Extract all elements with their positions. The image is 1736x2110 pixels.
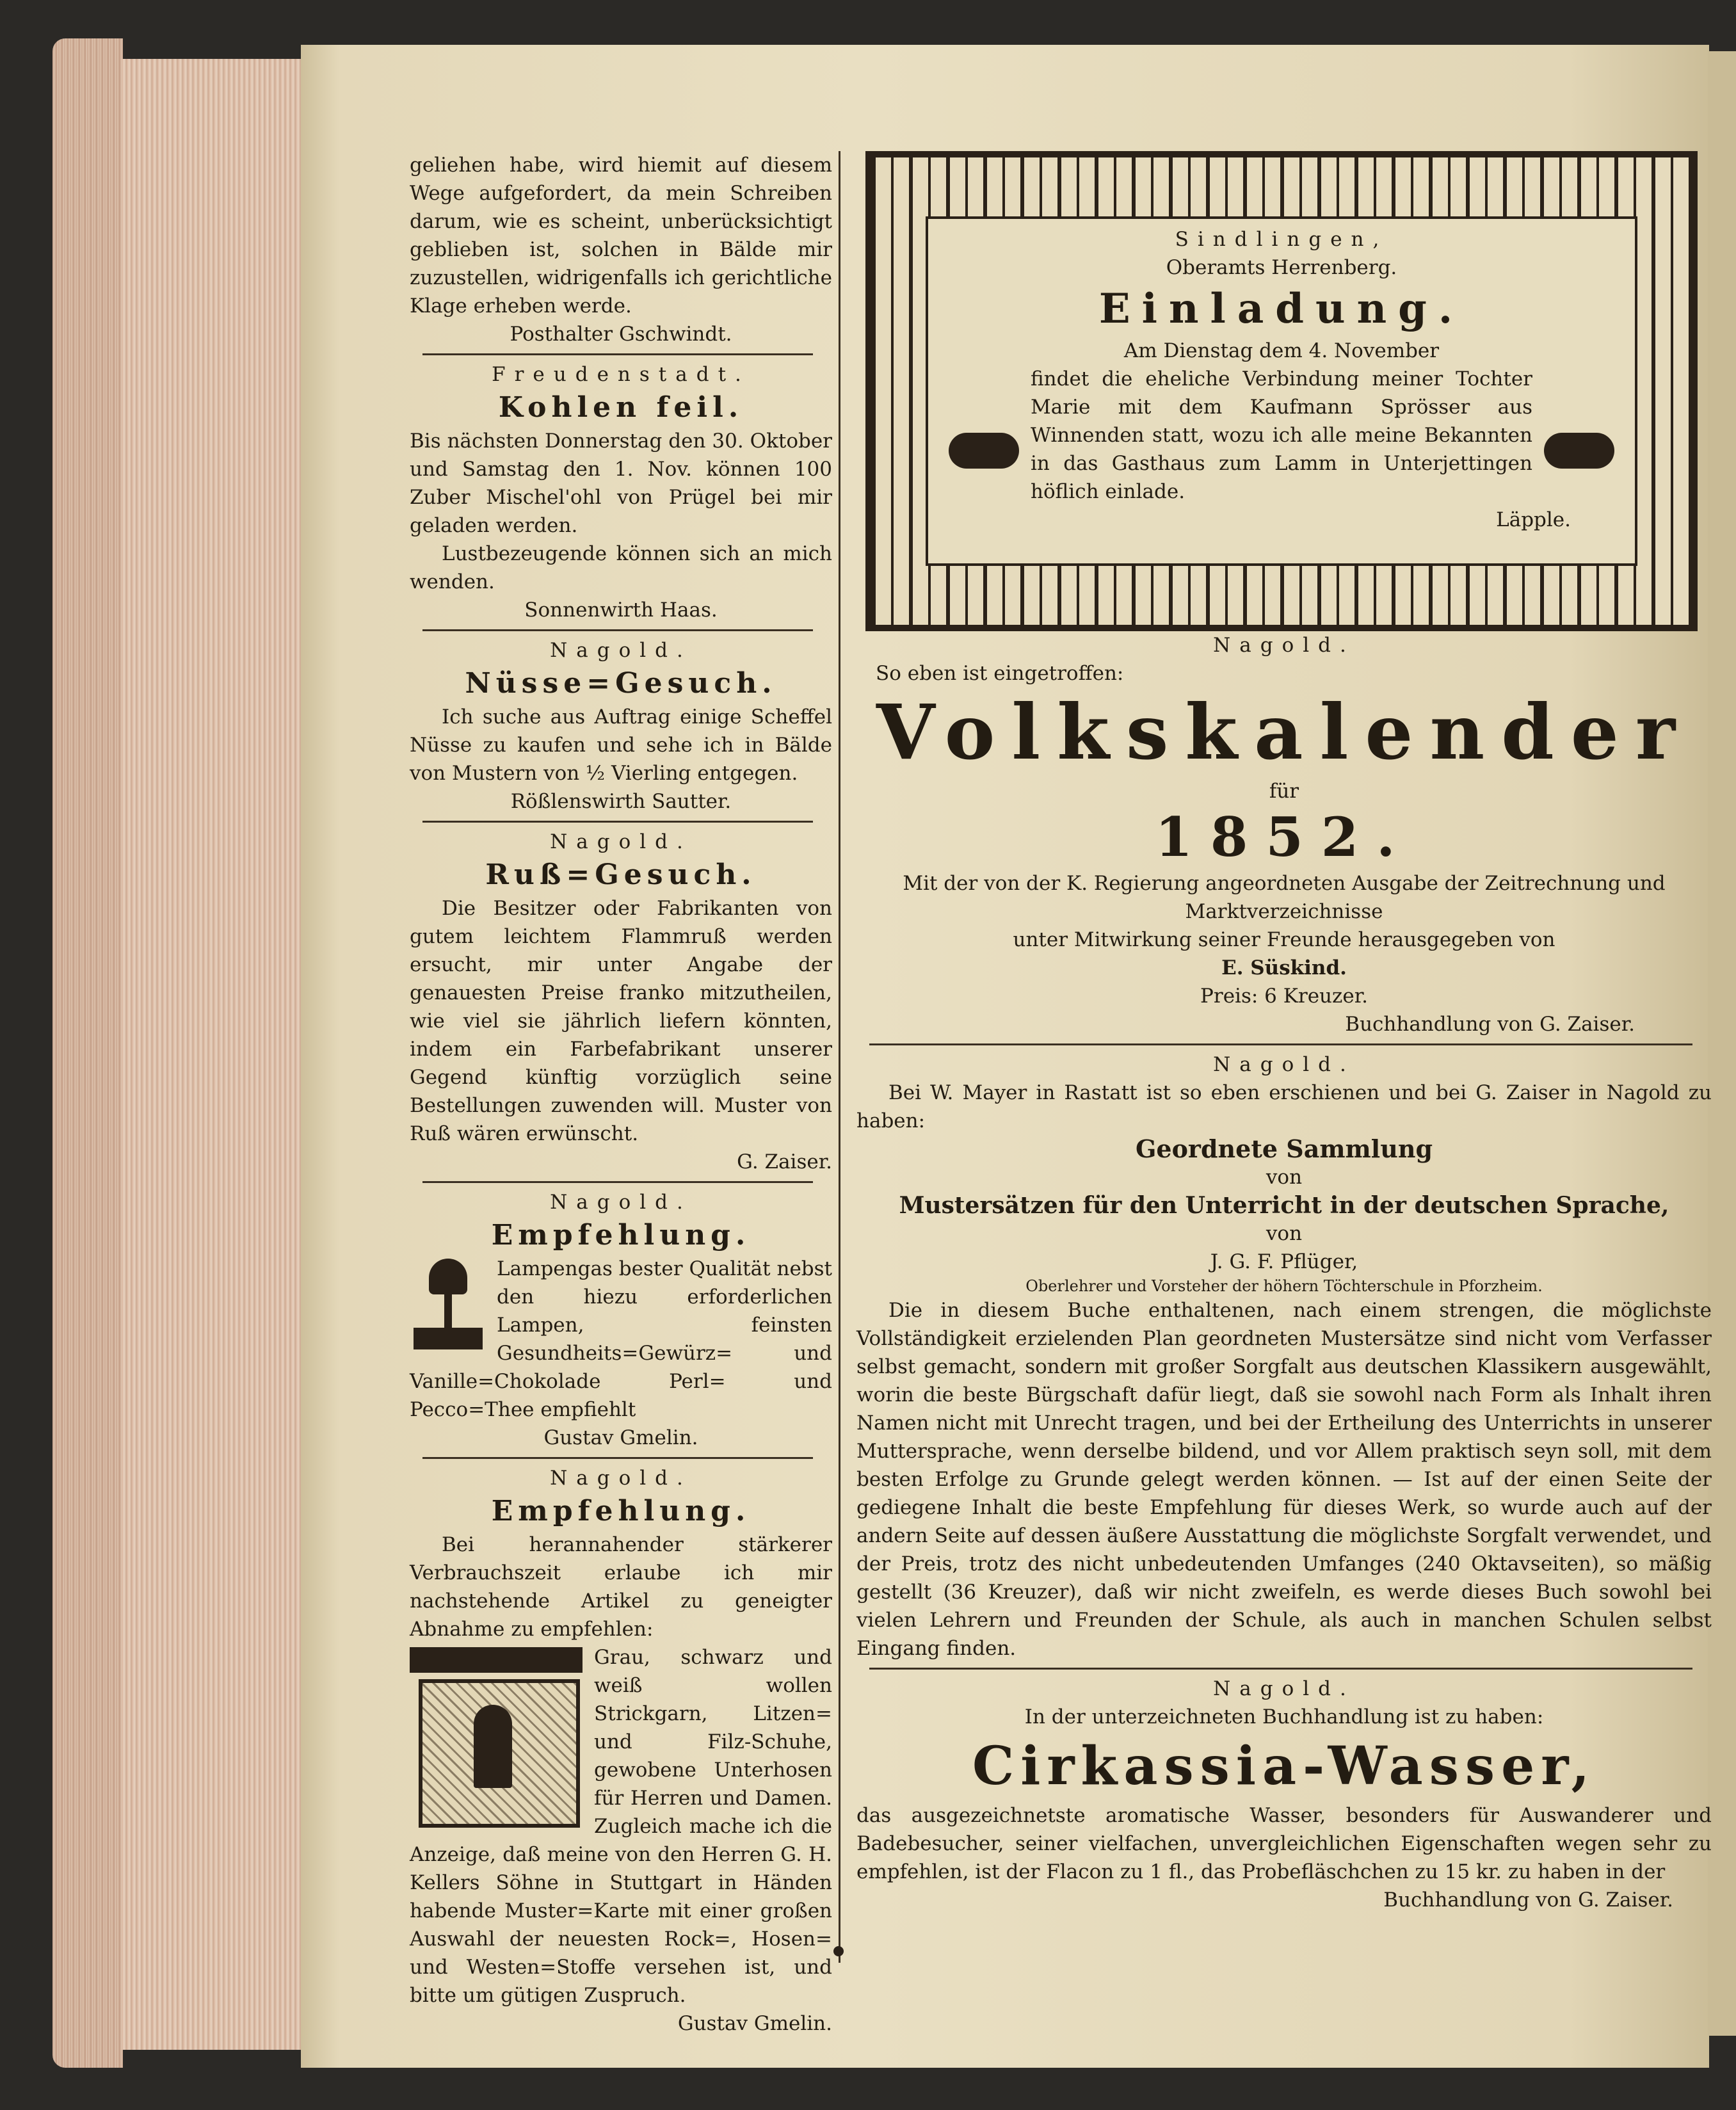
- book-page-edges: [52, 38, 123, 2068]
- einladung-place: Sindlingen,: [1175, 228, 1388, 251]
- ad-intro-notice: [410, 151, 832, 348]
- ad-place: Nagold.: [1213, 634, 1355, 657]
- einladung-ornamental-frame: [865, 151, 1698, 631]
- ad-intro: In der unterzeichneten Buchhandlung ist zu haben:: [1024, 1705, 1544, 1728]
- ad-title: Cirkassia-Wasser,: [972, 1736, 1596, 1797]
- ad-headline: Ruß=Gesuch.: [485, 858, 757, 891]
- ad-text: Die in diesem Buche enthaltenen, nach einem strengen, die möglichste Vollständigkeit erzielenden Plan geordneten Mustersätze sind nicht vom Verfasser selbst gemacht, sondern mit großer Sorgfalt aus deutschen Klassikern ausgewählt, worin die beste Bürgschaft dafür liegt, daß sie sowohl nach Form als Inhalt ihren Namen nicht mit Unrecht tragen, und bei der Ertheilung des Unterrichts in unserer Muttersprache, wenn derselbe bildend, und vor Allem praktisch seyn soll, mit dem besten Erfolge zu Grunde gelegt werden können. — Ist auf der einen Seite der gediegene Inhalt die beste Empfehlung für dieses Werk, so wurde auch auf der andern Seite auf dessen äußere Ausstattung die möglichste Sorgfalt verwendet, und der Preis, trotz des nicht unbedeutenden Umfanges (240 Oktavseiten), so mäßig gestellt (36 Kreuzer), daß wir nicht zweifeln, es werde dieses Buch sowohl bei vielen Lehrern und Freunden der Schule, als auch in manchen Schulen selbst Eingang finden.: [856, 1299, 1712, 1660]
- ad-headline: Empfehlung.: [491, 1219, 751, 1252]
- ad-signature: Buchhandlung von G. Zaiser.: [1383, 1889, 1673, 1912]
- ad-place: Nagold.: [1213, 1053, 1355, 1076]
- ad-place: Nagold.: [550, 830, 692, 853]
- ad-intro: Bei W. Mayer in Rastatt ist so eben erschienen und bei G. Zaiser in Nagold zu haben:: [856, 1081, 1712, 1132]
- ad-title: Volkskalender: [876, 688, 1692, 777]
- ad-volkskalender: [856, 631, 1712, 1038]
- ad-year: 1852.: [1155, 805, 1413, 869]
- ad-place: Nagold.: [1213, 1677, 1355, 1700]
- ad-description: Mit der von der K. Regierung angeordneten Ausgabe der Zeitrechnung und Marktverzeichnisse: [903, 872, 1666, 923]
- notice-text: geliehen habe, wird hiemit auf diesem Wege aufgefordert, da mein Schreiben darum, wie es scheint, unberücksichtigt geblieben ist, solchen in Bälde mir zuzustellen, widrigenfalls ich gerichtliche Klage erheben werde.: [410, 154, 832, 318]
- ad-signature: Gustav Gmelin.: [677, 2012, 832, 2035]
- ad-text: Grau, schwarz und weiß wollen Strickgarn, Litzen= und Filz-Schuhe, gewobene Unterhosen für Herren und Damen. Zugleich mache ich die Anzeige, daß meine von den Herren G. H. Kellers Söhne in Stuttgart in Händen habende Muster=Karte mit einer großen Auswahl der neuesten Rock=, Hosen= und Westen=Stoffe versehen ist, und bitte um gütigen Zuspruch.: [410, 1646, 832, 2007]
- ad-place: Nagold.: [550, 639, 692, 662]
- notice-signature: Posthalter Gschwindt.: [510, 323, 732, 346]
- ad-intro: So eben ist eingetroffen:: [876, 662, 1124, 685]
- ad-headline: Empfehlung.: [491, 1495, 751, 1527]
- lamp-woodcut-icon: [410, 1259, 486, 1355]
- einladung-date: Am Dienstag dem 4. November: [1123, 339, 1440, 362]
- ad-kohlen: [410, 360, 832, 624]
- ad-von: von: [1266, 1222, 1303, 1245]
- ad-fuer: für: [1269, 780, 1299, 803]
- ad-place: Nagold.: [550, 1467, 692, 1490]
- page-ornament-dot: [833, 1946, 844, 1956]
- ad-text: Lustbezeugende können sich an mich wenden.: [410, 542, 832, 593]
- ad-author-role: Oberlehrer und Vorsteher der höhern Töchterschule in Pforzheim.: [1025, 1277, 1543, 1295]
- ad-place: Nagold.: [550, 1191, 692, 1214]
- left-column: [410, 151, 832, 2038]
- ad-lampengas: [410, 1188, 832, 1452]
- ad-headline: Nüsse=Gesuch.: [465, 667, 777, 700]
- ad-signature: Buchhandlung von G. Zaiser.: [1345, 1013, 1635, 1036]
- ad-signature: G. Zaiser.: [737, 1150, 832, 1173]
- ad-price: Preis: 6 Kreuzer.: [1200, 985, 1368, 1008]
- ad-place: Freudenstadt.: [492, 363, 750, 386]
- book-page-stack: [122, 59, 314, 2050]
- divider: [422, 353, 813, 355]
- divider: [869, 1043, 1692, 1045]
- einladung-headline: Einladung.: [1098, 285, 1465, 333]
- ad-sammlung: [856, 1051, 1712, 1663]
- divider: [422, 821, 813, 823]
- ad-text: Ich suche aus Auftrag einige Scheffel Nüsse zu kaufen und sehe ich in Bälde von Mustern von ½ Vierling entgegen.: [410, 705, 832, 785]
- shop-woodcut-icon: [410, 1647, 583, 1833]
- divider: [422, 1457, 813, 1459]
- ad-text: das ausgezeichnetste aromatische Wasser, besonders für Auswanderer und Badebesucher, seiner vielfachen, unvergleichlichen Eigenschaften wegen sehr zu empfehlen, ist der Flacon zu 1 fl., das Probefläschchen zu 15 kr. zu haben in der: [856, 1804, 1712, 1883]
- facing-page-edge: [1708, 51, 1736, 2036]
- column-divider: [839, 151, 840, 1963]
- ad-author: J. G. F. Pflüger,: [1210, 1250, 1358, 1273]
- ad-author: E. Süskind.: [1221, 956, 1347, 979]
- ad-signature: Rößlenswirth Sautter.: [510, 790, 732, 813]
- ad-nuesse: [410, 636, 832, 816]
- ad-signature: Sonnenwirth Haas.: [524, 599, 718, 622]
- ad-signature: Gustav Gmelin.: [543, 1426, 698, 1449]
- ad-text: Die Besitzer oder Fabrikanten von gutem leichtem Flammruß werden ersucht, mir unter Angabe der genauesten Preise franko mitzutheilen, wie viel sie jährlich liefern könnten, indem ein Farbefabrikant unserer Gegend künftig vorzüglich seine Bestellungen zuwenden will. Muster von Ruß wären erwünscht.: [410, 897, 832, 1145]
- ad-von: von: [1266, 1166, 1303, 1189]
- ad-subtitle: Mustersätzen für den Unterricht in der deutschen Sprache,: [899, 1192, 1669, 1219]
- einladung-district: Oberamts Herrenberg.: [1166, 256, 1397, 279]
- ad-text: Bei herannahender stärkerer Verbrauchszeit erlaube ich mir nachstehende Artikel zu geneigter Abnahme zu empfehlen:: [410, 1533, 832, 1641]
- divider: [422, 1181, 813, 1183]
- ad-description: unter Mitwirkung seiner Freunde herausgegeben von: [1013, 928, 1555, 951]
- ad-title: Geordnete Sammlung: [1135, 1134, 1433, 1163]
- divider: [869, 1668, 1692, 1670]
- einladung-text: findet die eheliche Verbindung meiner Tochter Marie mit dem Kaufmann Sprösser aus Winnenden statt, wozu ich alle meine Bekannten in das Gasthaus zum Lamm in Unterjettingen höflich einlade.: [1031, 367, 1532, 503]
- divider: [422, 629, 813, 631]
- einladung-signature: Läpple.: [1496, 508, 1571, 531]
- ad-cirkassia: [856, 1675, 1712, 1914]
- ad-russ: [410, 828, 832, 1176]
- ad-text: Bis nächsten Donnerstag den 30. Oktober und Samstag den 1. Nov. können 100 Zuber Mischel'ohl von Prügel bei mir geladen werden.: [410, 430, 832, 537]
- right-column: [856, 151, 1712, 1914]
- handshake-left-icon: [949, 433, 1019, 469]
- handshake-right-icon: [1544, 433, 1614, 469]
- ad-headline: Kohlen feil.: [498, 391, 744, 424]
- einladung-box: [926, 216, 1637, 566]
- ad-strickgarn: [410, 1464, 832, 2038]
- ad-text: Lampengas bester Qualität nebst den hiezu erforderlichen Lampen, feinsten Gesundheits=Gewürz= und Vanille=Chokolade Perl= und Pecco=Thee empfiehlt: [410, 1257, 832, 1421]
